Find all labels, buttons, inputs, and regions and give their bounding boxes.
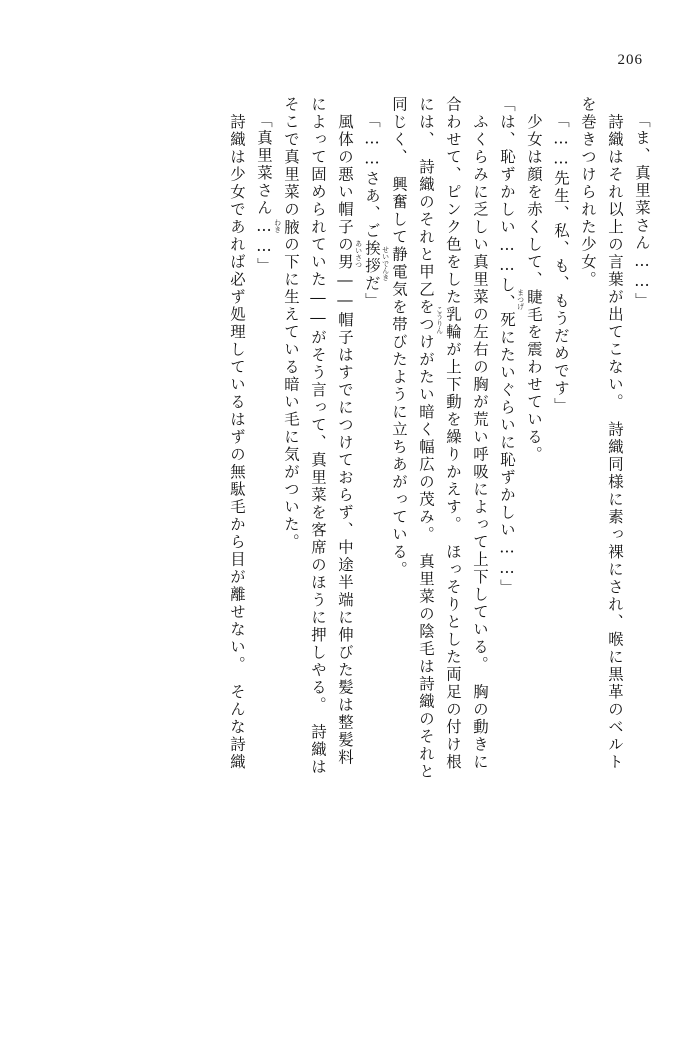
text-column-7: ふくらみに乏しい真里菜の左右の胸が荒い呼吸によって上下している。 胸の動きに bbox=[471, 96, 489, 771]
text-column-14: そこで真里菜の腋 わき の下に生えている暗い毛に気がついた。 bbox=[273, 96, 300, 551]
text-column-5: 少女は顔を赤くして、睫毛 まつげ を震わせている。 bbox=[516, 96, 543, 464]
text-column-8: 合わせて、ピンク色をした乳輪 こうりん が上下動を繰りかえす。 ほっそりとした両足の付け根 bbox=[435, 96, 462, 771]
text-column-1: 「ま、真里菜さん……」 bbox=[633, 112, 651, 310]
text-column-13: によって固められていた――がそう言って、真里菜を客席のほうに押しやる。 詩織は bbox=[309, 96, 327, 776]
ruby-annotation bbox=[354, 239, 381, 275]
text-column-10: 同じく、 興奮して静電気 せいでんき を帯びたように立ちあがっている。 bbox=[381, 96, 408, 579]
text-column-12: 風体の悪い帽子の男――帽子はすでにつけておらず、中途半端に伸びた髪は整髪料 bbox=[336, 96, 354, 767]
ruby-annotation bbox=[516, 288, 543, 324]
text-column-16: 詩織は少女であれば必ず処理しているはずの無駄毛から目が離せない。 そんな詩織 bbox=[228, 96, 246, 771]
page-number: 206 bbox=[617, 52, 643, 68]
ruby-base: 挨拶 bbox=[363, 239, 381, 275]
vertical-text-body bbox=[34, 96, 649, 976]
ruby-text: せいでんき bbox=[381, 245, 390, 281]
text-column-2: 詩織はそれ以上の言葉が出てこない。 詩織同様に素っ裸にされ、喉に黒革のベルト bbox=[606, 96, 624, 771]
text-column-11: 「……さあ、ご挨拶 あいさつ だ」 bbox=[354, 112, 381, 310]
text-column-15: 「真里菜さん……」 bbox=[255, 112, 273, 275]
text-column-9: には、 詩織のそれと甲乙をつけがたい暗く幅広の茂み。 真里菜の陰毛は詩織のそれと bbox=[417, 96, 435, 781]
text-column-6: 「は、恥ずかしい……し、死にたいぐらいに恥ずかしい……」 bbox=[498, 96, 516, 597]
ruby-text: まつげ bbox=[516, 288, 525, 310]
ruby-base: 腋 bbox=[282, 218, 300, 236]
ruby-base: 乳輪 bbox=[444, 306, 462, 341]
ruby-text: わき bbox=[273, 218, 282, 233]
text-column-4: 「……先生、私、も、もうだめです」 bbox=[552, 112, 570, 415]
ruby-base: 睫毛 bbox=[525, 288, 543, 324]
ruby-base: 静電気 bbox=[390, 245, 408, 299]
ruby-annotation bbox=[435, 306, 462, 341]
ruby-annotation bbox=[381, 245, 408, 299]
ruby-text: あいさつ bbox=[354, 239, 363, 268]
text-column-3: を巻きつけられた少女。 bbox=[579, 96, 597, 289]
ruby-text: こうりん bbox=[435, 306, 444, 334]
ruby-annotation bbox=[273, 218, 300, 237]
